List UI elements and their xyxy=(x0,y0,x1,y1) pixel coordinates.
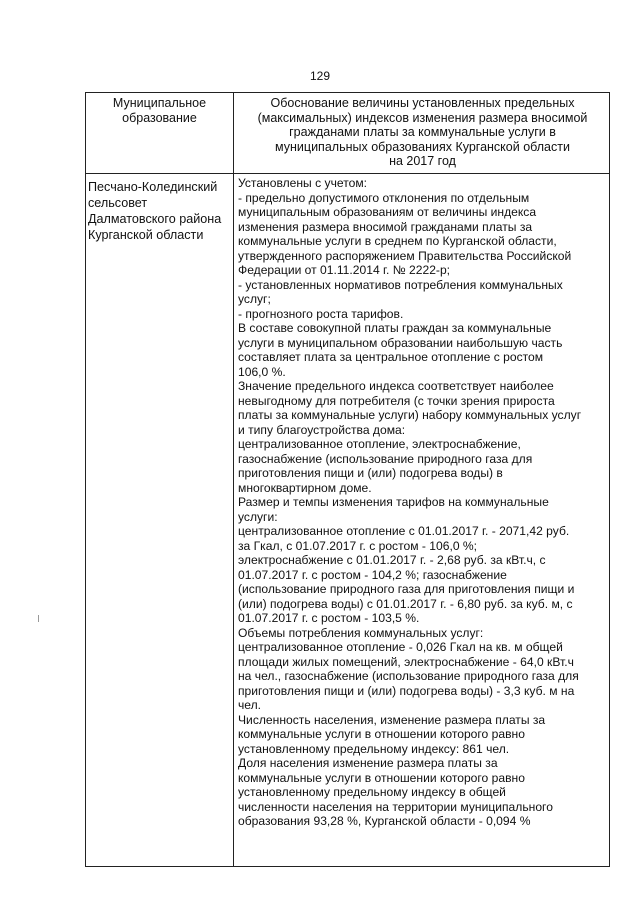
municipality-name-line: Песчано-Колединский xyxy=(88,180,218,194)
justification-text-line: (или) подогрева воды) с 01.01.2017 г. - 6,80 руб. за куб. м, с xyxy=(238,596,573,611)
header-row-divider xyxy=(86,173,609,174)
justification-text-line: и типу благоустройства дома: xyxy=(238,422,406,437)
header-justification-line: гражданами платы за коммунальные услуги в xyxy=(289,125,556,139)
municipality-name-cell xyxy=(88,179,233,243)
justification-text-line: В составе совокупной платы граждан за коммунальные xyxy=(238,321,552,335)
justification-text-line: - предельно допустимого отклонения по отдельным xyxy=(238,190,530,205)
justification-text-line: коммунальные услуги в отношении которого равно xyxy=(238,770,525,785)
justification-text-line: электроснабжение с 01.01.2017 г. - 2,68 руб. за кВт.ч, с xyxy=(238,553,546,567)
justification-text-line: установленному предельному индексу в общей xyxy=(238,785,506,799)
justification-text-line: Федерации от 01.11.2014 г. № 2222-р; xyxy=(238,263,451,277)
header-justification-line: (максимальных) индексов изменения размера вносимой xyxy=(257,110,588,125)
header-justification-line: Обоснование величины установленных предельных xyxy=(270,96,575,110)
justification-text-line: многоквартирном доме. xyxy=(238,480,372,495)
justification-text-line: Объемы потребления коммунальных услуг: xyxy=(238,625,484,640)
justification-text-line: установленному предельному индексу: 861 чел. xyxy=(238,741,510,756)
header-justification xyxy=(234,96,611,169)
justification-text-line: - прогнозного роста тарифов. xyxy=(238,306,404,321)
justification-text-line: площади жилых помещений, электроснабжение - 64,0 кВт.ч xyxy=(238,654,574,669)
justification-text-line: чел. xyxy=(238,698,262,712)
justification-text-line: Установлены с учетом: xyxy=(238,176,367,190)
justification-text-line: - установленных нормативов потребления коммунальных xyxy=(238,277,563,292)
justification-text-line: составляет плата за центральное отопление с ростом xyxy=(238,350,544,364)
page-number: 129 xyxy=(309,69,331,83)
header-justification-line: на 2017 год xyxy=(389,154,456,168)
municipality-name-line: Курганской области xyxy=(88,228,204,242)
justification-text-cell xyxy=(238,176,609,829)
justification-text-line: 106,0 %. xyxy=(238,364,286,379)
justification-text-line: газоснабжение (использование природного газа для xyxy=(238,451,533,466)
justification-text-line: приготовления пищи и (или) подогрева воды) - 3,3 куб. м на xyxy=(238,683,575,698)
justification-text-line: утвержденного распоряжением Правительства Российской xyxy=(238,248,572,263)
justification-text-line: 01.07.2017 г. с ростом - 103,5 %. xyxy=(238,611,420,625)
margin-mark xyxy=(38,615,39,622)
municipality-name-line: Далматовского района xyxy=(88,212,222,226)
justification-text-line: муниципальным образованиям от величины индекса xyxy=(238,205,537,219)
justification-text-line: коммунальные услуги в отношении которого равно xyxy=(238,727,525,741)
justification-text-line: образования 93,28 %, Курганской области - 0,094 % xyxy=(238,814,531,828)
justification-text-line: численности населения на территории муниципального xyxy=(238,799,553,814)
column-divider xyxy=(233,93,234,866)
justification-text-line: приготовления пищи и (или) подогрева воды) в xyxy=(238,466,503,480)
justification-text-line: централизованное отопление, электроснабжение, xyxy=(238,437,521,451)
justification-table xyxy=(85,92,610,867)
justification-text-line: 01.07.2017 г. с ростом - 104,2 %; газоснабжение xyxy=(238,567,507,582)
justification-text-line: (использование природного газа для приготовления пищи и xyxy=(238,582,575,596)
justification-text-line: на чел., газоснабжение (использование природного газа для xyxy=(238,669,579,683)
header-justification-line: муниципальных образованиях Курганской области xyxy=(275,139,570,154)
header-municipality-line: Муниципальное xyxy=(112,96,207,110)
justification-text-line: невыгодному для потребителя (с точки зрения прироста xyxy=(238,393,555,408)
justification-text-line: услуги: xyxy=(238,509,278,524)
justification-text-line: Значение предельного индекса соответствует наиболее xyxy=(238,379,554,393)
justification-text-line: Размер и темпы изменения тарифов на коммунальные xyxy=(238,495,549,509)
justification-text-line: Доля населения изменение размера платы за xyxy=(238,756,498,770)
justification-text-line: услуг; xyxy=(238,292,271,306)
header-municipality xyxy=(86,96,233,125)
header-municipality-line: образование xyxy=(122,110,197,125)
justification-text-line: централизованное отопление - 0,026 Гкал на кв. м общей xyxy=(238,640,563,654)
justification-text-line: коммунальные услуги в среднем по Курганской области, xyxy=(238,234,557,248)
justification-text-line: централизованное отопление с 01.01.2017 г. - 2071,42 руб. xyxy=(238,524,570,538)
justification-text-line: за Гкал, с 01.07.2017 г. с ростом - 106,0 %; xyxy=(238,538,478,553)
municipality-name-line: сельсовет xyxy=(88,196,148,210)
justification-text-line: Численность населения, изменение размера платы за xyxy=(238,712,546,727)
justification-text-line: услуги в муниципальном образовании наибольшую часть xyxy=(238,335,563,350)
justification-text-line: изменения размера вносимой гражданами платы за xyxy=(238,219,533,234)
justification-text-line: платы за коммунальные услуги) набору коммунальных услуг xyxy=(238,408,582,422)
